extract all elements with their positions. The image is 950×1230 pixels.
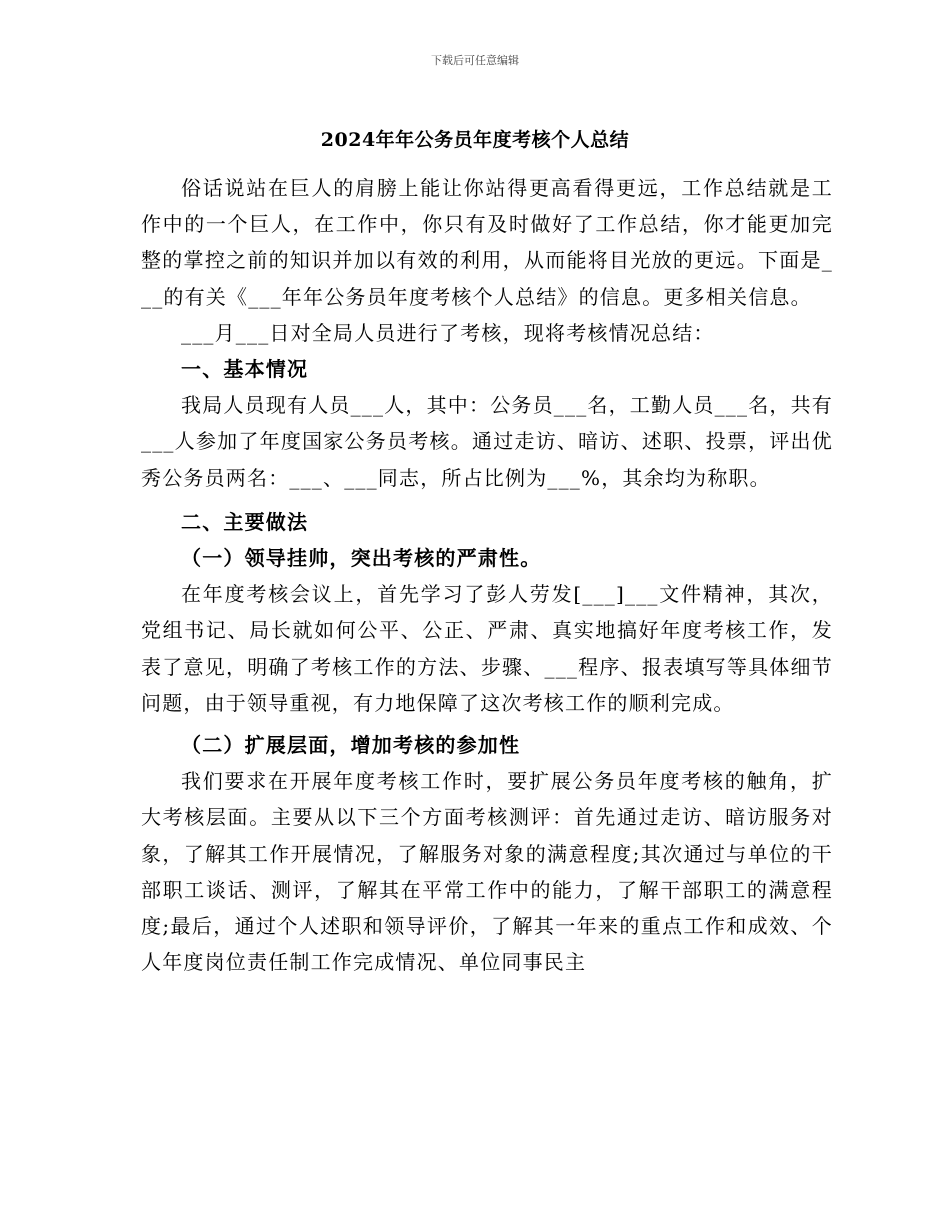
page-header-note: 下载后可任意编辑 [431,54,519,67]
section-heading-main-practices: 二、主要做法 [181,509,309,534]
section-basic-situation-body: 我局人员现有人员___人，其中：公务员___名，工勤人员___名，共有___人参加了年度国家公务员考核。通过走访、暗访、述职、投票，评出优秀公务员两名：___、___同志，所占比例为___%，其余均为称职。 [141,393,833,490]
subsection-heading-leadership: （一）领导挂帅，突出考核的严肃性。 [181,546,542,571]
document-title: 2024年年公务员年度考核个人总结 [320,129,630,151]
section-heading-basic-situation: 一、基本情况 [181,357,309,382]
subsection-heading-expand-scope: （二）扩展层面，增加考核的参加性 [181,733,521,758]
document-body [141,170,833,980]
date-line-paragraph: ___月___日对全局人员进行了考核，现将考核情况总结： [181,320,715,345]
subsection-expand-scope-body: 我们要求在开展年度考核工作时，要扩展公务员年度考核的触角，扩大考核层面。主要从以下三个方面考核测评：首先通过走访、暗访服务对象，了解其工作开展情况，了解服务对象的满意程度;其次通过与单位的干部职工谈话、测评，了解其在平常工作中的能力，了解干部职工的满意程度;最后，通过个人述职和领导评价，了解其一年来的重点工作和成效、个人年度岗位责任制工作完成情况、单位同事民主 [141,769,833,975]
intro-paragraph: 俗话说站在巨人的肩膀上能让你站得更高看得更远，工作总结就是工作中的一个巨人，在工作中，你只有及时做好了工作总结，你才能更加完整的掌控之前的知识并加以有效的利用，从而能将目光放的更远。下面是___的有关《___年年公务员年度考核个人总结》的信息。更多相关信息。 [141,176,833,309]
subsection-leadership-body: 在年度考核会议上，首先学习了彭人劳发[___]___文件精神，其次，党组书记、局长就如何公平、公正、严肃、真实地搞好年度考核工作，发表了意见，明确了考核工作的方法、步骤、___程序、报表填写等具体细节问题，由于领导重视，有力地保障了这次考核工作的顺利完成。 [141,582,833,715]
